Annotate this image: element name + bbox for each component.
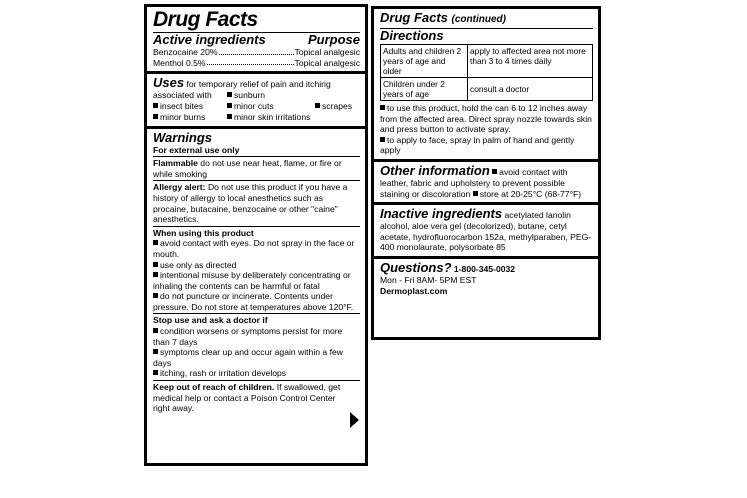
active-ingredients-header [153,32,360,47]
uses-associated-with: associated with [153,90,212,101]
other-info-item: avoid contact with leather, fabric and upholstery to prevent possible staining or discoloration [380,166,568,199]
when-using-heading: When using this product [153,227,254,238]
uses-intro: for temporary relief of pain and itching [186,79,331,90]
business-hours: Mon - Fri 8AM- 5PM EST [380,274,477,285]
directions-heading: Directions [380,28,593,43]
warnings-section [147,129,365,438]
when-using-item: intentional misuse by deliberately concentrating or inhaling the contents can be harmful or fatal [153,270,360,291]
keep-out-text: If swallowed, get medical help or contact a Poison Control Center right away. [153,382,341,414]
stop-use-heading: Stop use and ask a doctor if [153,315,268,326]
stop-use-item: symptoms clear up and occur again within a few days [153,347,360,368]
flammable-label: Flammable [153,158,198,169]
dir-who: Children under 2 years of age [381,78,468,101]
table-row [381,78,593,101]
flammable-warning [153,156,360,179]
direction-item: to apply to face, spray in palm of hand and gently apply [380,135,593,156]
dir-who: Adults and children 2 years of age and older [381,45,468,78]
dir-what: apply to affected area not more than 3 to 4 times daily [468,45,593,78]
table-row [381,45,593,78]
allergy-label: Allergy alert: [153,182,206,193]
other-info-item: store at 20-25°C (68-77°F) [473,189,581,199]
direction-item: to use this product, hold the can 6 to 12 inches away from the affected area. Direct spray nozzle towards skin and press button to activate spray. [380,103,592,135]
external-use-note: For external use only [153,144,240,155]
website: Dermoplast.com [380,285,448,296]
keep-out-of-reach [153,380,360,414]
use-item: insect bites [153,101,227,112]
stop-use-item: condition worsens or symptoms persist for more than 7 days [153,326,360,347]
uses-section [147,74,365,128]
drug-facts-panel-right [371,6,601,340]
leader-dots [219,47,294,55]
continued-title: Drug Facts [380,10,448,25]
use-item: scrapes [315,101,355,112]
purpose-heading: Purpose [307,32,360,47]
uses-heading: Uses [153,75,185,91]
ingredient-row [153,58,360,69]
ingredient-row [153,47,360,58]
inactive-text: acetylated lanolin alcohol, aloe vera gel (decolorized), butane, cetyl acetate, hydrofluorocarbon 152a, methylparaben, PEG-400 monolaurate, polysorbate 85 [380,210,592,253]
use-item: minor skin irritations [227,112,355,123]
inactive-heading: Inactive ingredients [380,206,503,222]
keep-out-label: Keep out of reach of children. [153,382,275,393]
when-using-item: use only as directed [153,260,360,271]
phone-number: 1-800-345-0032 [453,263,516,274]
inactive-ingredients-section [374,205,598,259]
continued-label: (continued) [451,14,506,25]
drug-facts-title: Drug Facts [153,8,258,31]
use-item: minor cuts [227,101,315,112]
warnings-heading: Warnings [153,129,212,145]
continue-arrow-icon [350,412,359,428]
active-ingredients-section [147,7,365,74]
drug-facts-continued-title [380,11,593,27]
flammable-text: do not use near heat, flame, or fire or while smoking [153,158,342,179]
ingredient-name: Menthol 0.5% [153,57,206,68]
dir-what: consult a doctor [468,78,593,101]
directions-section [374,9,598,162]
uses-list [153,90,360,122]
use-item: minor burns [153,112,227,123]
leader-dots [207,58,294,66]
stop-use-block [153,313,360,379]
other-info-heading: Other information [380,162,490,178]
allergy-text: Do not use this product if you have a history of allergy to local anesthetics such as procaine, butacaine, benzocaine or other "caine" anesthetics. [153,182,348,225]
when-using-item: do not puncture or incinerate. Contents under pressure. Do not store at temperatures above 120°F. [153,291,360,312]
questions-heading: Questions? [380,259,452,275]
ingredient-purpose: Topical analgesic [294,57,360,68]
ingredient-name: Benzocaine 20% [153,47,218,57]
when-using-item: avoid contact with eyes. Do not spray in the face or mouth. [153,238,360,259]
directions-table [380,44,593,101]
stop-use-item: itching, rash or irritation develops [153,368,360,379]
other-information-section [374,162,598,205]
use-item: sunburn [227,90,315,101]
when-using-block [153,226,360,313]
drug-facts-panel-left [144,4,368,466]
active-ingredients-heading: Active ingredients [153,32,266,47]
allergy-alert [153,180,360,224]
ingredient-purpose: Topical analgesic [294,47,360,57]
questions-section [374,259,598,299]
